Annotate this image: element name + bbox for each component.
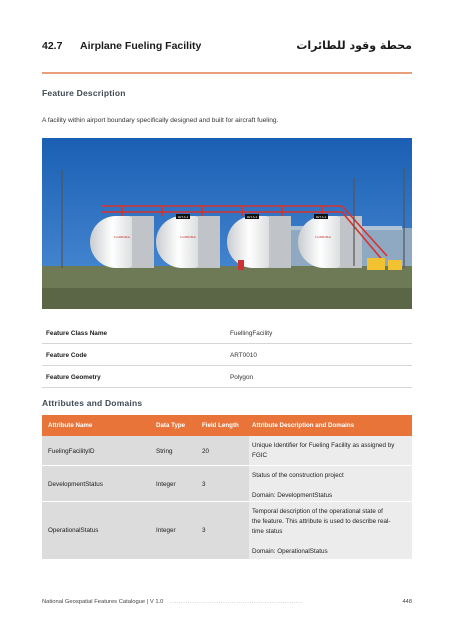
description-line: FGIC bbox=[252, 452, 268, 459]
feature-description-heading: Feature Description bbox=[42, 88, 126, 98]
footer-leader-dots: ............................................................ bbox=[170, 599, 303, 605]
feature-row-geometry bbox=[42, 366, 412, 388]
feature-key: Feature Geometry bbox=[46, 374, 101, 381]
feature-value: Polygon bbox=[230, 374, 254, 381]
feature-description-text: A facility within airport boundary specifically designed and built for aircraft fueling. bbox=[42, 117, 279, 124]
tank-label-3: JET A-1 bbox=[315, 215, 327, 219]
description-line: the feature. This attribute is used to describe real- bbox=[252, 518, 391, 525]
header-divider bbox=[42, 72, 412, 74]
tank-marking-2: FLAMMABLE bbox=[180, 236, 196, 239]
attribute-description bbox=[249, 502, 412, 559]
tank-label-1: JET A-1 bbox=[177, 215, 189, 219]
column-header: Attribute Description and Domains bbox=[252, 422, 355, 429]
description-line: Unique Identifier for Fueling Facility as assigned by bbox=[252, 442, 395, 449]
description-line: Domain: OperationalStatus bbox=[252, 548, 328, 555]
attributes-table bbox=[42, 415, 412, 560]
table-row bbox=[42, 466, 412, 502]
section-number: 42.7 bbox=[42, 40, 63, 52]
attributes-table-header bbox=[42, 415, 412, 436]
page-number: 448 bbox=[402, 599, 412, 605]
page-title-arabic: محطة وقود للطائرات bbox=[296, 39, 412, 52]
description-line: Temporal description of the operational state of bbox=[252, 508, 383, 515]
description-line: Domain: DevelopmentStatus bbox=[252, 492, 333, 499]
table-row bbox=[42, 436, 412, 466]
footer-catalogue: National Geospatial Features Catalogue | V 1.0 bbox=[42, 599, 164, 605]
fuel-tank-3 bbox=[227, 216, 291, 268]
yellow-equipment bbox=[367, 258, 385, 270]
feature-photo bbox=[42, 138, 412, 309]
fuel-tank-1 bbox=[90, 216, 154, 268]
attribute-length: 3 bbox=[202, 527, 206, 534]
description-line: Status of the construction project bbox=[252, 472, 344, 479]
fuel-tank-2 bbox=[156, 216, 220, 268]
tank-label-2: JET A-1 bbox=[246, 215, 258, 219]
column-header: Attribute Name bbox=[48, 422, 93, 429]
attribute-type: Integer bbox=[156, 481, 176, 488]
page-title: Airplane Fueling Facility bbox=[80, 40, 202, 52]
attribute-type: Integer bbox=[156, 527, 176, 534]
feature-row-class-name bbox=[42, 322, 412, 344]
attribute-length: 20 bbox=[202, 448, 210, 455]
description-line: time status bbox=[252, 528, 283, 535]
column-header: Field Length bbox=[202, 422, 239, 429]
attribute-name: DevelopmentStatus bbox=[48, 481, 103, 488]
feature-info-table bbox=[42, 322, 412, 388]
attributes-heading: Attributes and Domains bbox=[42, 398, 143, 408]
feature-value: FuellingFacility bbox=[230, 330, 273, 337]
tank-marking-3: FLAMMABLE bbox=[315, 236, 331, 239]
feature-key: Feature Class Name bbox=[46, 330, 108, 337]
table-row bbox=[42, 502, 412, 560]
tank-marking-1: FLAMMABLE bbox=[114, 236, 130, 239]
column-header: Data Type bbox=[156, 422, 186, 429]
feature-value: ART0010 bbox=[230, 352, 257, 359]
attribute-length: 3 bbox=[202, 481, 206, 488]
attribute-name: OperationalStatus bbox=[48, 527, 99, 534]
feature-row-code bbox=[42, 344, 412, 366]
page-header bbox=[42, 40, 412, 58]
attribute-description bbox=[249, 466, 412, 501]
attribute-type: String bbox=[156, 448, 173, 455]
feature-key: Feature Code bbox=[46, 352, 87, 359]
attribute-name: FuelingFacilityID bbox=[48, 448, 95, 455]
attribute-description bbox=[249, 436, 412, 465]
